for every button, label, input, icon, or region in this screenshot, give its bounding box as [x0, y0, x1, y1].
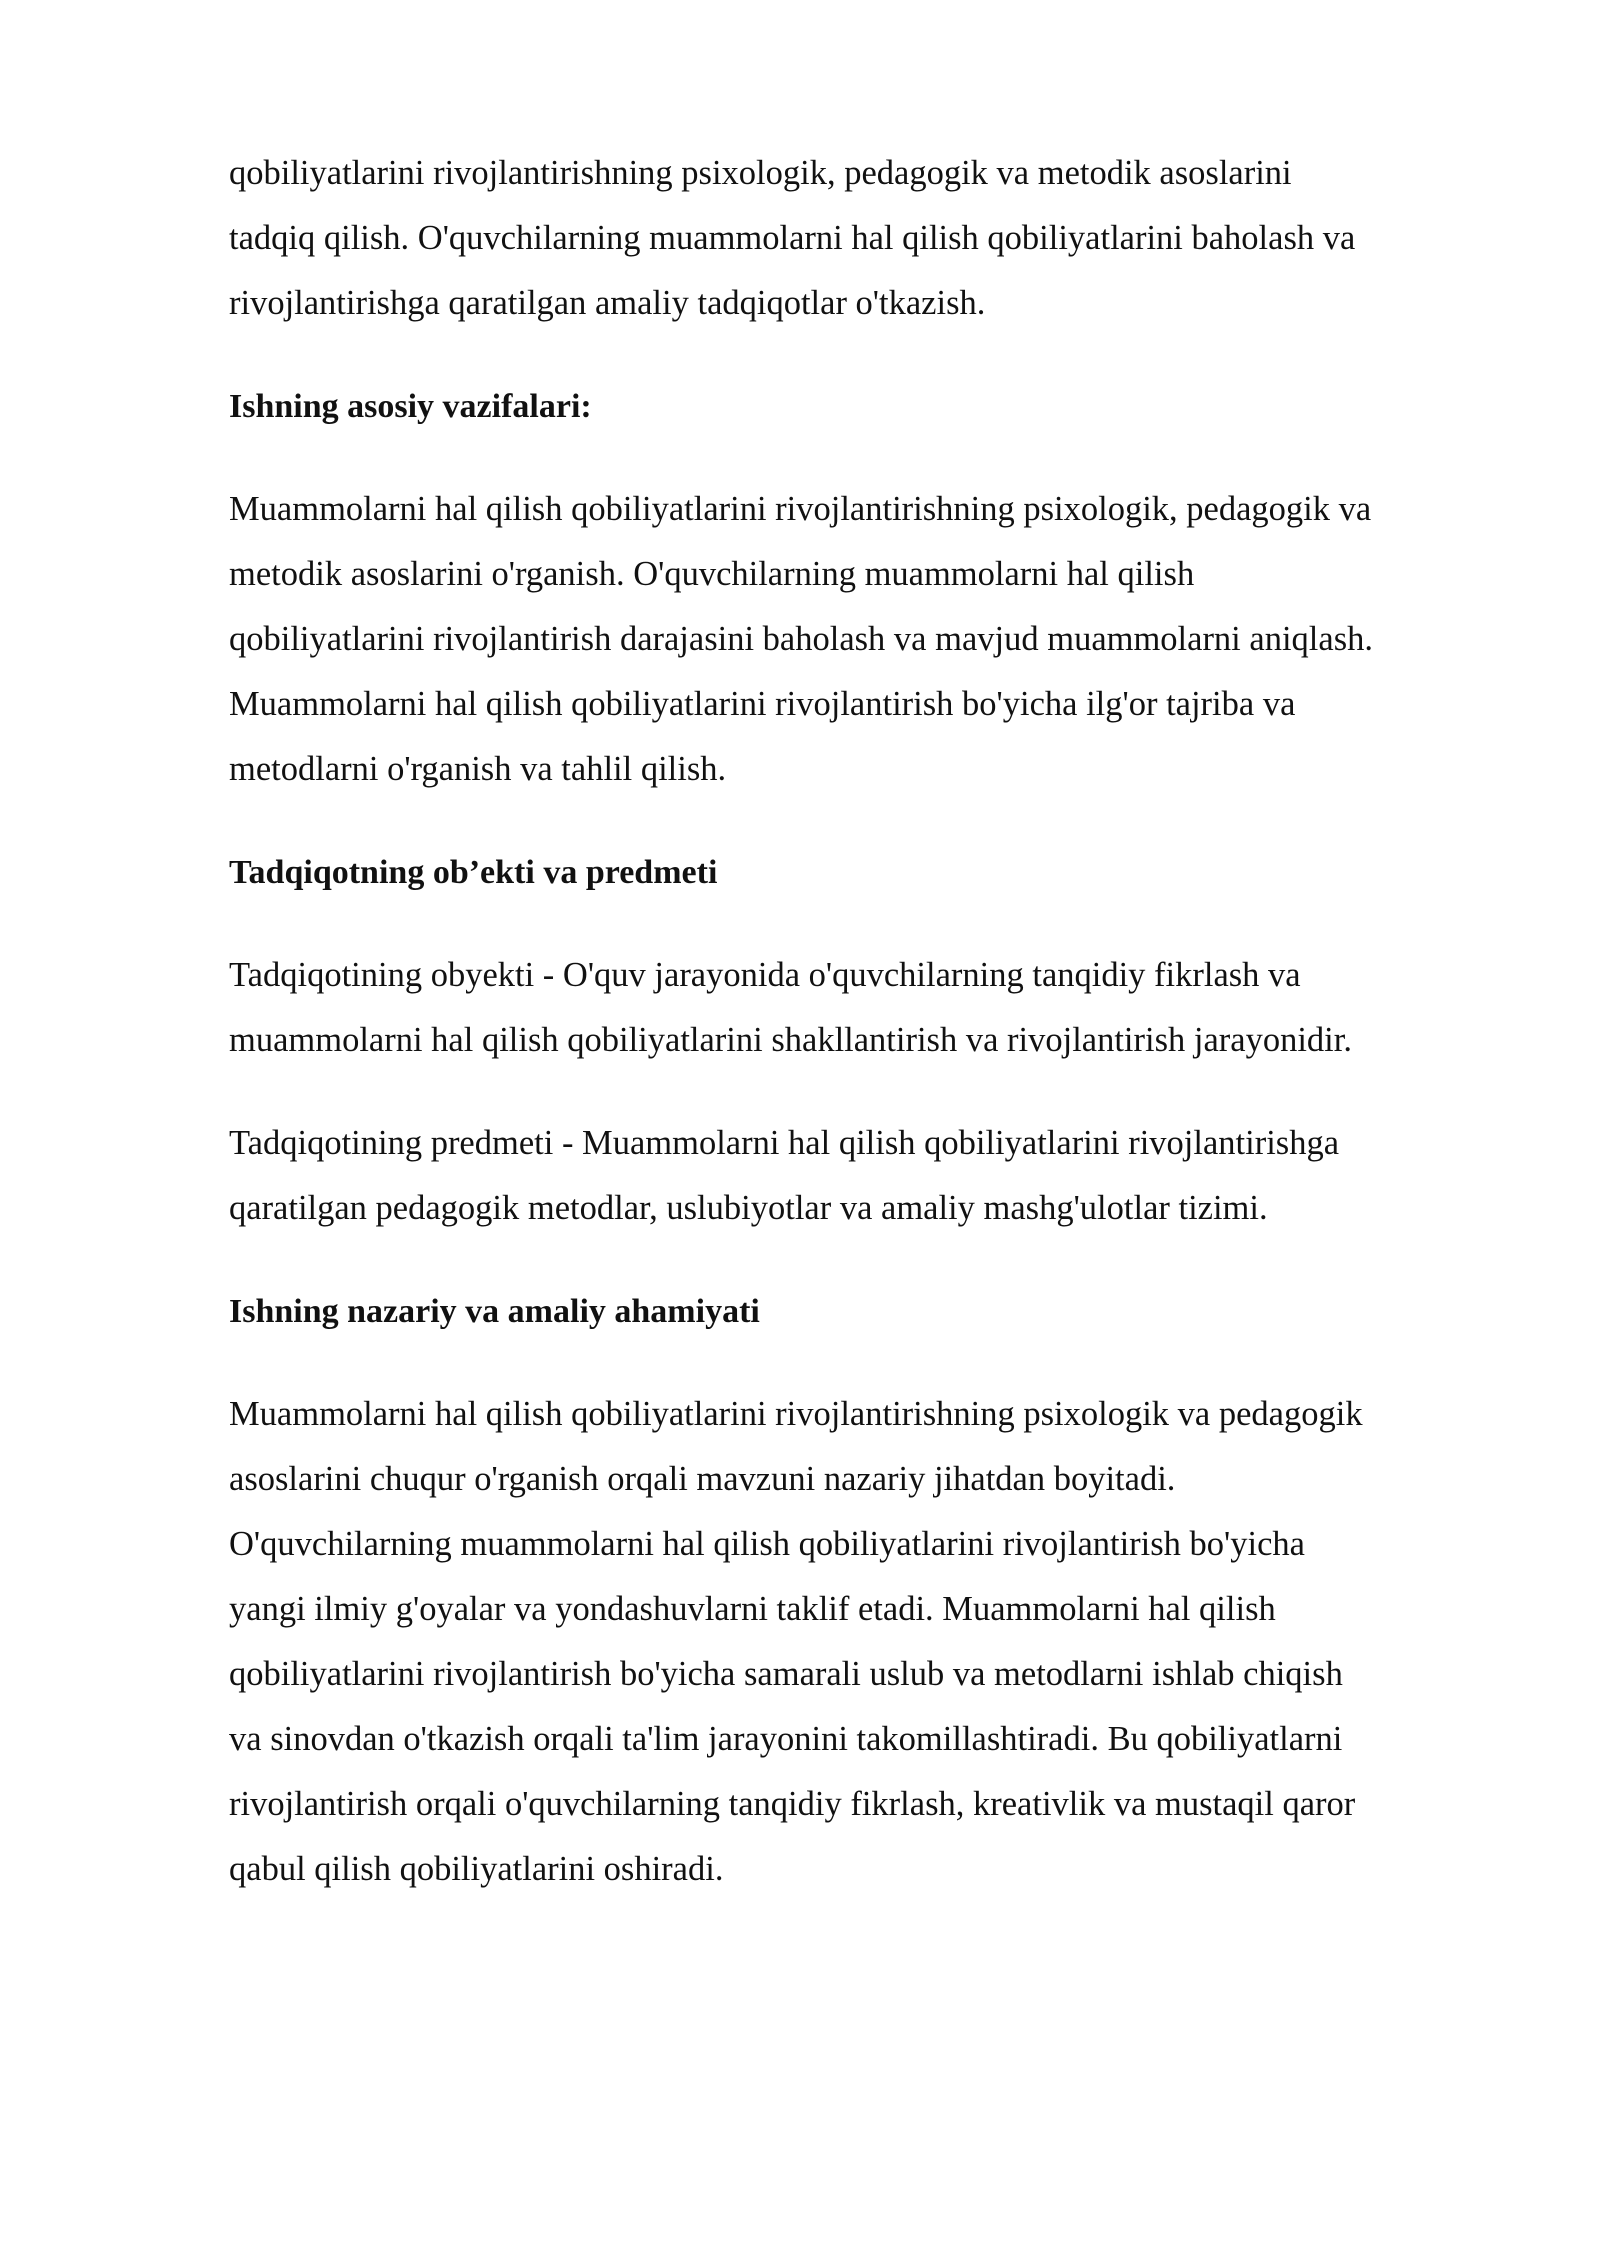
paragraph-significance [229, 1382, 1489, 1902]
heading-main-tasks: Ishning asosiy vazifalari: [229, 388, 592, 425]
paragraph-spacing [229, 1344, 1489, 1382]
text-line: yangi ilmiy g'oyalar va yondashuvlarni taklif etadi. Muammolarni hal qilish [229, 1590, 1276, 1628]
text-line: qobiliyatlarini rivojlantirishning psixologik, pedagogik va metodik asoslarini [229, 154, 1292, 192]
text-line: muammolarni hal qilish qobiliyatlarini shakllantirish va rivojlantirish jarayonidir. [229, 1021, 1352, 1059]
paragraph-spacing [229, 905, 1489, 943]
paragraph-spacing [229, 336, 1489, 374]
paragraph-main-tasks [229, 477, 1489, 802]
text-line: metodik asoslarini o'rganish. O'quvchilarning muammolarni hal qilish [229, 555, 1195, 593]
text-line: metodlarni o'rganish va tahlil qilish. [229, 750, 727, 788]
text-line: asoslarini chuqur o'rganish orqali mavzuni nazariy jihatdan boyitadi. [229, 1460, 1176, 1498]
text-line: rivojlantirishga qaratilgan amaliy tadqiqotlar o'tkazish. [229, 284, 986, 322]
text-line: qobiliyatlarini rivojlantirish darajasini baholash va mavjud muammolarni aniqlash. [229, 620, 1373, 658]
text-line: qobiliyatlarini rivojlantirish bo'yicha samarali uslub va metodlarni ishlab chiqish [229, 1655, 1343, 1693]
text-line: O'quvchilarning muammolarni hal qilish qobiliyatlarini rivojlantirish bo'yicha [229, 1525, 1305, 1563]
text-line: qaratilgan pedagogik metodlar, uslubiyotlar va amaliy mashg'ulotlar tizimi. [229, 1189, 1268, 1227]
text-line: va sinovdan o'tkazish orqali ta'lim jarayonini takomillashtiradi. Bu qobiliyatlarni [229, 1720, 1343, 1758]
text-line: rivojlantirish orqali o'quvchilarning tanqidiy fikrlash, kreativlik va mustaqil qaror [229, 1785, 1356, 1823]
paragraph-spacing [229, 439, 1489, 477]
text-line: Tadqiqotining predmeti - Muammolarni hal qilish qobiliyatlarini rivojlantirishga [229, 1124, 1340, 1162]
paragraph-research-subject [229, 1111, 1489, 1241]
text-line: Muammolarni hal qilish qobiliyatlarini rivojlantirishning psixologik va pedagogik [229, 1395, 1363, 1433]
paragraph-research-object [229, 943, 1489, 1073]
paragraph-research-aim [229, 141, 1489, 336]
paragraph-spacing [229, 802, 1489, 840]
paragraph-spacing [229, 1073, 1489, 1111]
document-body [229, 141, 1489, 1902]
text-line: Tadqiqotining obyekti - O'quv jarayonida o'quvchilarning tanqidiy fikrlash va [229, 956, 1301, 994]
text-line: qabul qilish qobiliyatlarini oshiradi. [229, 1850, 724, 1888]
heading-significance: Ishning nazariy va amaliy ahamiyati [229, 1293, 760, 1330]
text-line: Muammolarni hal qilish qobiliyatlarini rivojlantirishning psixologik, pedagogik va [229, 490, 1372, 528]
paragraph-spacing [229, 1241, 1489, 1279]
heading-object-subject: Tadqiqotning ob’ekti va predmeti [229, 854, 718, 891]
text-line: tadqiq qilish. O'quvchilarning muammolarni hal qilish qobiliyatlarini baholash va [229, 219, 1356, 257]
text-line: Muammolarni hal qilish qobiliyatlarini rivojlantirish bo'yicha ilg'or tajriba va [229, 685, 1296, 723]
